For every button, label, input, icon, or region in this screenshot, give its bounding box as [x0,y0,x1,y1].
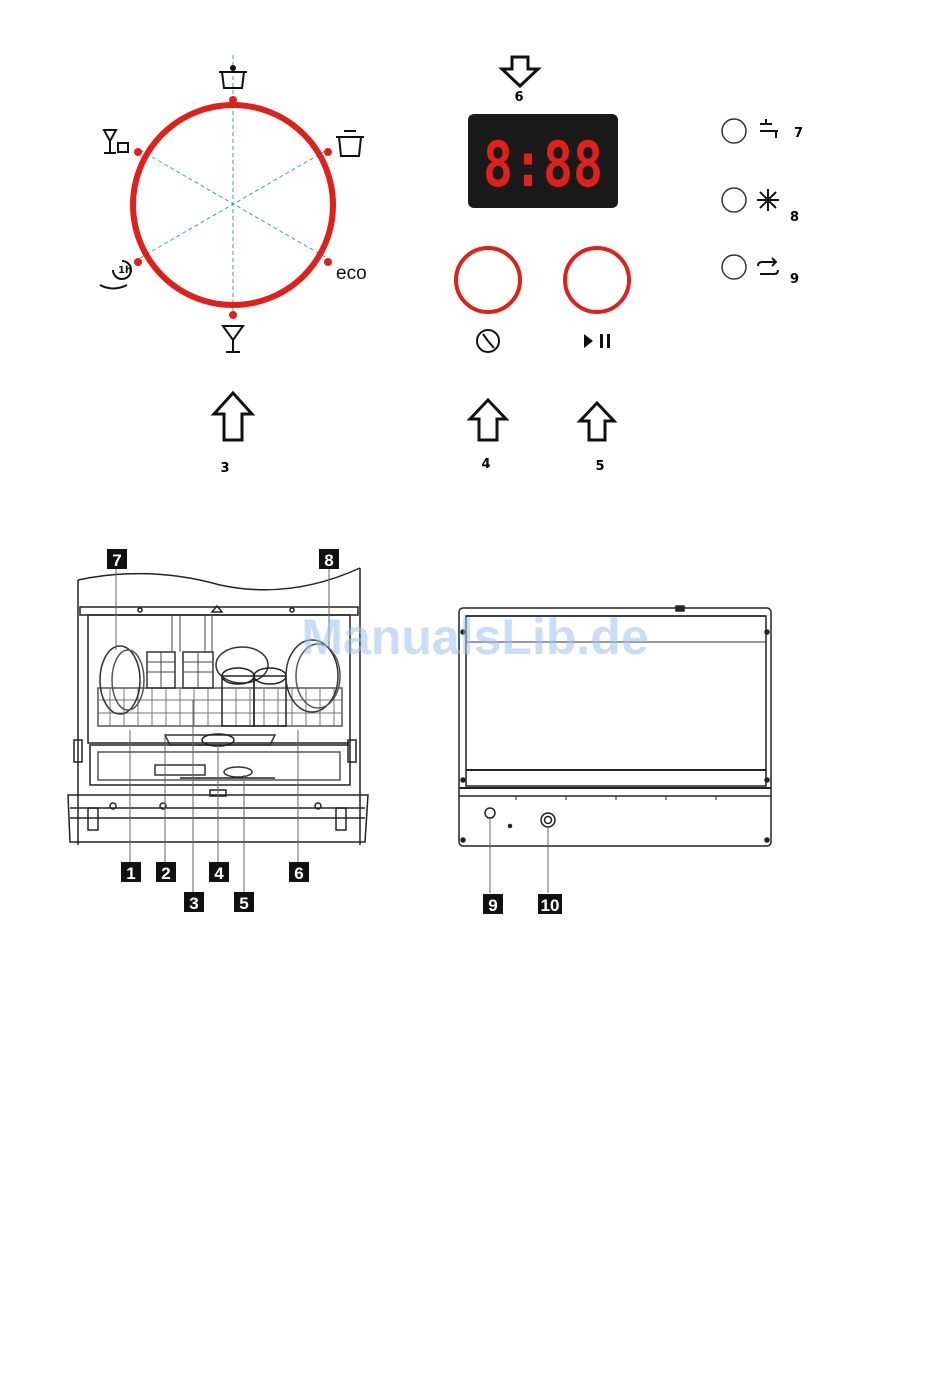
rapid-wash-icon [100,261,132,289]
label-box-2 [156,862,176,883]
svg-text:3: 3 [189,894,199,913]
glass-icon [223,326,243,352]
svg-text:5: 5 [239,894,249,913]
digital-display [468,114,618,208]
svg-text:8: 8 [324,551,334,570]
arrow-down-icon [502,57,538,86]
callout-4: 4 [481,457,491,472]
cycle-icon [758,258,778,274]
tap-icon [760,119,778,138]
svg-text:10: 10 [540,896,560,915]
arrow-up-icon [214,393,252,440]
callout-5: 5 [595,459,605,474]
svg-text:1: 1 [126,864,136,883]
front-view-leaders [116,568,329,893]
svg-text:9: 9 [488,896,498,915]
arrow-up-icon [580,403,614,440]
label-box-8 [319,549,339,570]
indicator-rinse-aid [722,188,799,225]
label-box-4 [209,862,229,883]
pot-icon [336,131,364,156]
play-pause-icon [584,334,610,348]
label-box-7 [107,549,127,570]
svg-text:7: 7 [112,551,122,570]
callout-7: 7 [794,126,804,141]
svg-text:1h: 1h [118,265,133,276]
svg-text:2: 2 [161,864,171,883]
arrow-up-icon [470,400,506,440]
start-pause-button[interactable] [565,248,629,312]
program-dial[interactable] [133,55,333,319]
svg-text:4: 4 [214,864,224,883]
callout-8: 8 [790,210,800,225]
delay-button[interactable] [456,248,520,312]
label-box-10 [538,894,562,915]
indicator-salt [722,119,803,143]
watermark: ManualsLib.de [301,609,649,665]
label-box-5 [234,892,254,913]
clock-icon [477,330,499,352]
callout-6: 6 [514,90,524,105]
label-box-9 [483,894,503,915]
indicator-water-supply [722,255,799,287]
label-box-1 [121,862,141,883]
eco-label: eco [336,263,367,284]
sparkle-icon [757,189,779,211]
glass-plate-icon [104,130,128,153]
display-digits: 8:88 [483,128,603,201]
label-box-3 [184,892,204,913]
callout-3: 3 [220,461,230,476]
svg-text:6: 6 [294,864,304,883]
callout-9: 9 [790,272,800,287]
label-box-6 [289,862,309,883]
